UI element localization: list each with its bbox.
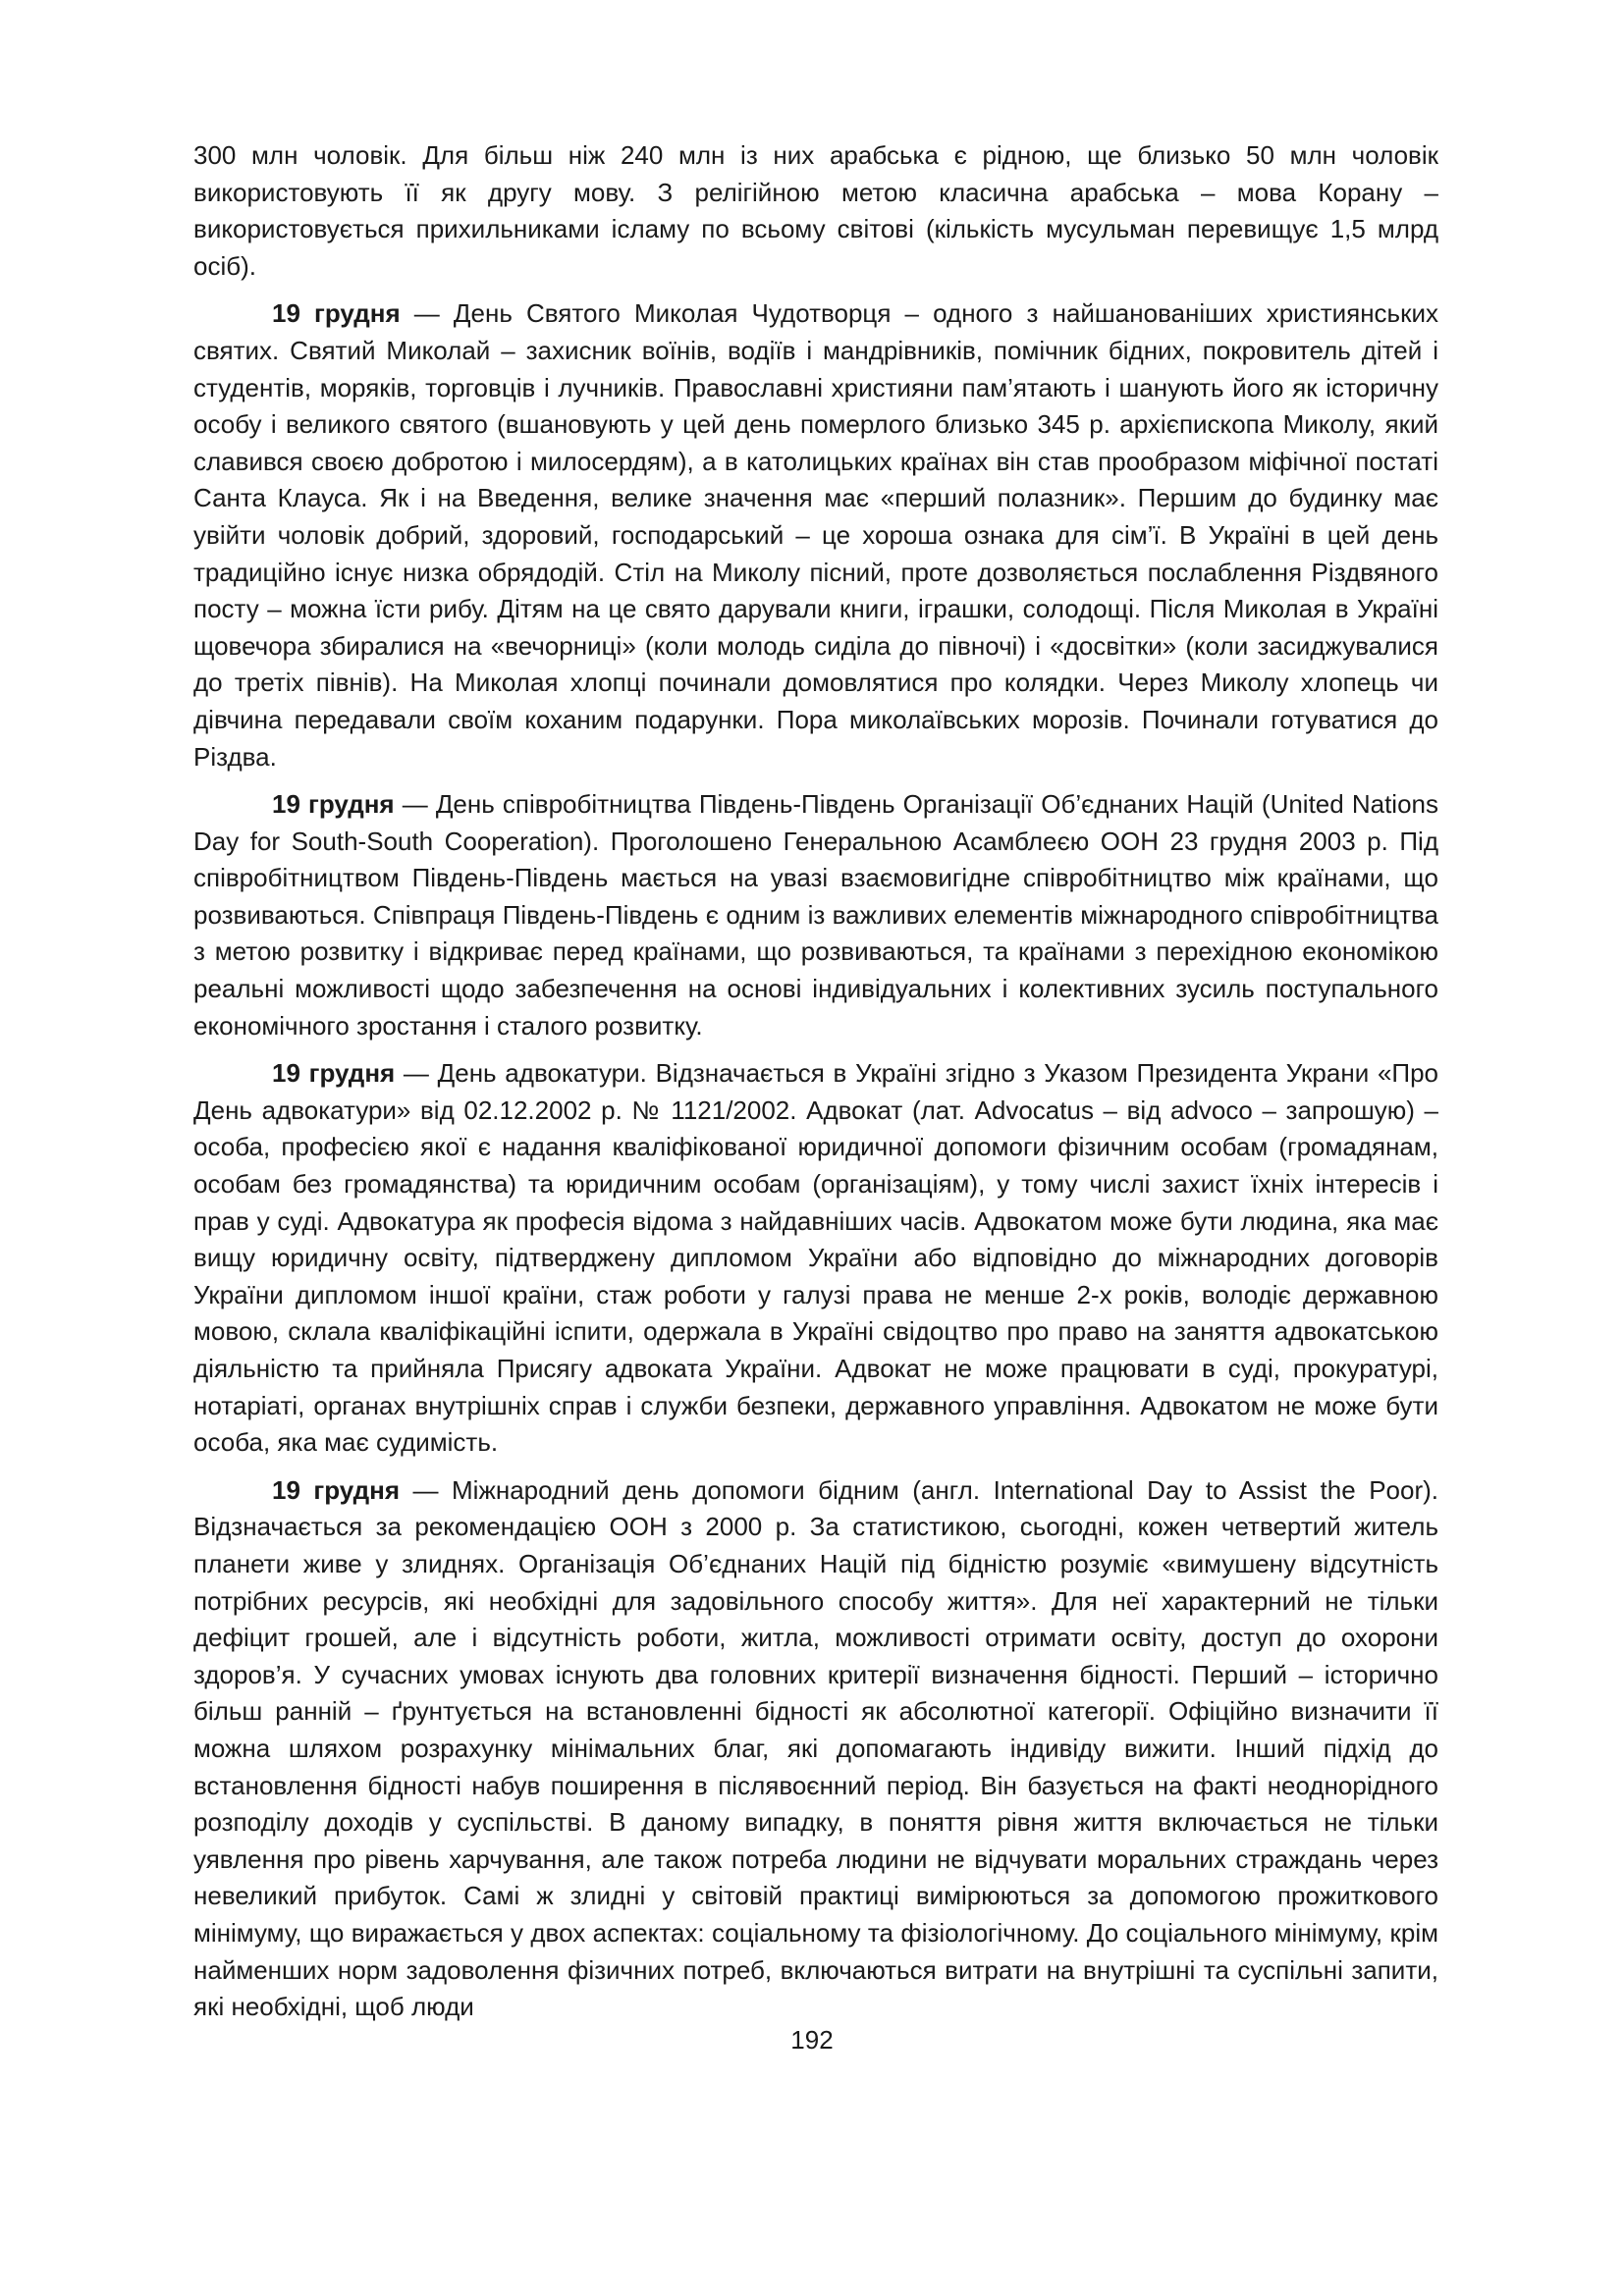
paragraph-south-south-cooperation-day — [193, 786, 1438, 1044]
paragraph-text: — День Святого Миколая Чудотворця – одного з найшанованіших християнських святих. Святий Миколай – захисник воїнів, водіїв і мандрівників, помічник бідних, покровитель дітей і студентів, моряків, торговців і лучників. Православні християни пам’ятають і шанують його як історичну особу і великого святого (вшановують у цей день померлого близько 345 р. архієпископа Миколу, який славився своєю добротою і милосердям), а в католицьких країнах він став прообразом міфічної постаті Санта Клауса. Як і на Введення, велике значення має «перший полазник». Першим до будинку має увійти чоловік добрий, здоровий, господарський – це хороша ознака для сім’ї. В Україні в цей день традиційно існує низка обрядодій. Стіл на Миколу пісний, проте дозволяється послаблення Різдвяного посту – можна їсти рибу. Дітям на це свято дарували книги, іграшки, солодощі. Після Миколая в Україні щовечора збиралися на «вечорниці» (коли молодь сиділа до півночі) і «досвітки» (коли засиджувалися до третіх півнів). На Миколая хлопці починали домовлятися про колядки. Через Миколу хлопець чи дівчина передавали своїм коханим подарунки. Пора миколаївських морозів. Починали готуватися до Різдва. — [193, 298, 1439, 772]
paragraph-date: 19 грудня — [272, 298, 401, 329]
paragraph-date: 19 грудня — [272, 789, 395, 820]
page-number: 192 — [790, 2025, 834, 2055]
paragraph-assist-poor-day — [193, 1472, 1438, 2026]
paragraph-continuation — [193, 137, 1438, 285]
paragraph-advocacy-day — [193, 1055, 1438, 1462]
paragraph-text: — День співробітництва Південь-Південь Організації Об’єднаних Націй (United Nations Day for South-South Cooperation). Проголошено Генеральною Асамблеєю ООН 23 грудня 2003 р. Під співробітництвом Південь-Південь мається на увазі взаємовигідне співробітництво між країнами, що розвиваються. Співпраця Південь-Південь є одним із важливих елементів міжнародного співробітництва з метою розвитку і відкриває перед країнами, що розвиваються, та країнами з перехідною економікою реальні можливості щодо забезпечення на основі індивідуальних і колективних зусиль поступального економічного зростання і сталого розвитку. — [193, 789, 1438, 1041]
page-body — [193, 137, 1438, 2037]
paragraph-text: — Міжнародний день допомоги бідним (англ. International Day to Assist the Poor). Відзначається за рекомендацією ООН з 2000 р. За статистикою, сьогодні, кожен четвертий житель планети живе у злиднях. Організація Об’єднаних Націй під бідністю розуміє «вимушену відсутність потрібних ресурсів, які необхідні для задовільного способу життя». Для неї характерний не тільки дефіцит грошей, але і відсутність роботи, житла, можливості отримати освіту, доступ до охорони здоров’я. У сучасних умовах існують два головних критерії визначення бідності. Перший – історично більш ранній – ґрунтується на встановленні бідності як абсолютної категорії. Офіційно визначити її можна шляхом розрахунку мінімальних благ, які допомагають індивіду вижити. Інший підхід до встановлення бідності набув поширення в післявоєнний період. Він базується на факті неоднорідного розподілу доходів у суспільстві. В даному випадку, в поняття рівня життя включається не тільки уявлення про рівень харчування, але також потреба людини не відчувати моральних страждань через невеликий прибуток. Самі ж злидні у світовій практиці вимірюються за допомогою прожиткового мінімуму, що виражається у двох аспектах: соціальному та фізіологічному. До соціального мінімуму, крім найменших норм задоволення фізичних потреб, включаються витрати на внутрішні та суспільні запити, які необхідні, щоб люди — [193, 1474, 1439, 2022]
paragraph-date: 19 грудня — [272, 1474, 400, 1505]
paragraph-text: 300 млн чоловік. Для більш ніж 240 млн із них арабська є рідною, ще близько 50 млн чоловік використовують її як другу мову. З релігійною метою класична арабська – мова Корану – використовується прихильниками ісламу по всьому світові (кількість мусульман перевищує 1,5 млрд осіб). — [193, 140, 1438, 281]
paragraph-date: 19 грудня — [272, 1058, 396, 1089]
paragraph-text: — День адвокатури. Відзначається в Україні згідно з Указом Президента Украни «Про День адвокатури» від 02.12.2002 р. № 1121/2002. Адвокат (лат. Advocatus – від advoco – запрошую) – особа, професією якої є надання кваліфікованої юридичної допомоги фізичним особам (громадянам, особам без громадянства) та юридичним особам (організаціям), у тому числі захист їхніх інтересів і прав у суді. Адвокатура як професія відома з найдавніших часів. Адвокатом може бути людина, яка має вищу юридичну освіту, підтверджену дипломом України або відповідно до міжнародних договорів України дипломом іншої країни, стаж роботи у галузі права не менше 2-х років, володіє державною мовою, склала кваліфікаційні іспити, одержала в Україні свідоцтво про право на заняття адвокатською діяльністю та прийняла Присягу адвоката України. Адвокат не може працювати в суді, прокуратурі, нотаріаті, органах внутрішніх справ і служби безпеки, державного управління. Адвокатом не може бути особа, яка має судимість. — [193, 1058, 1439, 1458]
paragraph-saint-nicholas-day — [193, 295, 1438, 775]
